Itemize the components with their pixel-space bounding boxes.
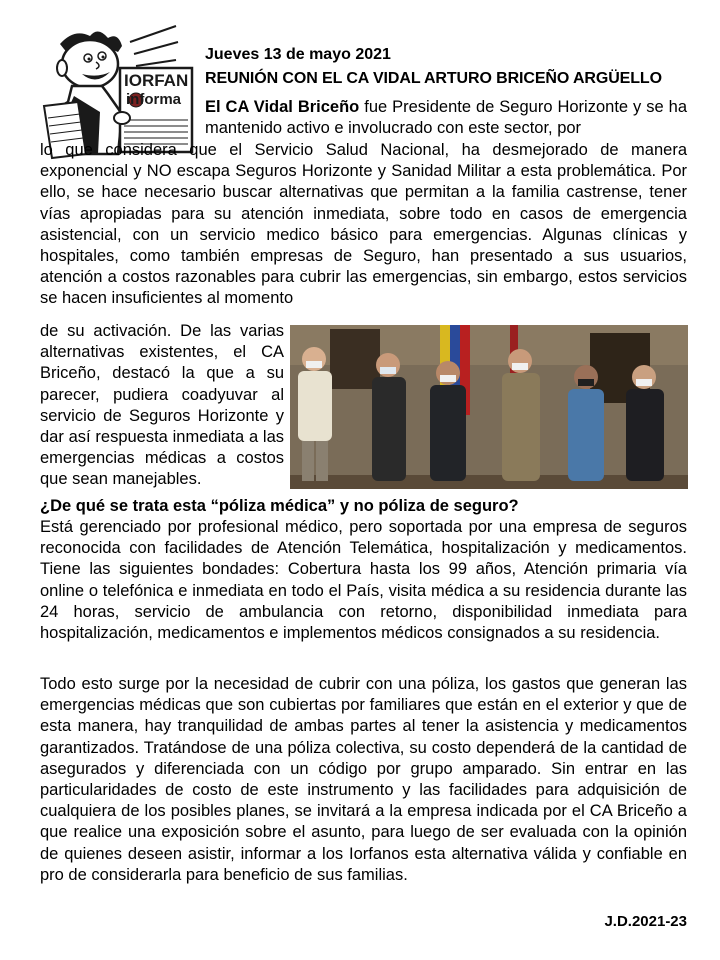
article-title: REUNIÓN CON EL CA VIDAL ARTURO BRICEÑO ARGÜELLO [205,70,662,87]
policy-paragraph: Está gerenciado por profesional médico, pero soportada por una empresa de seguros reconocida con facilidades de Atención Telemática, hospitalización y medicamentos. Tiene las siguientes bondades: Cobertura hasta los 99 años, Atención primaria vía online o telefónica e inmediata en todo el País, visita médica a su residencia durante las 24 horas, servicio de ambulancia con retorno, disponibilidad inmediata para hospitalización, medicamentos e implementos médicos consignados a su residencia. [40,518,687,643]
article-header [205,44,695,90]
intro-paragraph-continuation: lo que considera que el Servicio Salud Nacional, ha desmejorado de manera exponencial y NO escapa Seguros Horizonte y Sanidad Militar a esta problemática. Por ello, se hace necesario buscar alternativas que permitan a la familia castrense, tener vías apropiadas para su atención inmediata, sobre todo en casos de emergencia asistencial, con un servicio medico básico para emergencias. Algunas clínicas y hospitales, como también empresas de Seguro, han presentado a sus usuarios, atención a costos razonables para cubrir las emergencias, sin embargo, estos servicios se hacen insuficientes al momento [40,141,687,308]
side-paragraph: de su activación. De las varias alternativas existentes, el CA Briceño, destacó la que a su parecer, pudiera coadyuvar al servicio de Seguros Horizonte y dar así respuesta inmediata a las emergencias médicas a costos que sean manejables. [40,322,284,489]
section-subheading: ¿De qué se trata esta “póliza médica” y no póliza de seguro? [40,497,519,515]
intro-paragraph-lead [205,97,687,139]
intro-lead-bold: El CA Vidal Briceño [205,98,360,116]
closing-paragraph: Todo esto surge por la necesidad de cubrir con una póliza, los gastos que generan las emergencias médicas que son cubiertas por familiares que están en el exterior y que de esta manera, hay tranquilidad de ambas partes al tener la asistencia y medicamentos garantizados. Tratándose de una póliza colectiva, su costo dependerá de la cantidad de asegurados y diferenciada con un código por grupo amparado. Sin entrar en las particularidades de costo de este instrumento y las facilidades para adquisición de cualquiera de los posibles planes, se invitará a la empresa indicada por el CA Briceño a que realice una exposición sobre el asunto, para luego de ser evaluada con la opinión de quienes deseen asistir, informar a los Iorfanos esta alternativa válida y confiable en pro de considerarla para beneficio de sus familias. [40,675,687,884]
logo-subtitle: informa [126,91,182,108]
intro-lead-rest: fue Presidente de Seguro Horizonte y se ha mantenido activo e involucrado con este sector, por [205,98,687,138]
article-date: Jueves 13 de mayo 2021 [205,46,391,63]
meeting-group-photo [290,325,688,489]
signature: J.D.2021-23 [604,913,687,930]
logo-title: IORFAN [124,71,189,90]
